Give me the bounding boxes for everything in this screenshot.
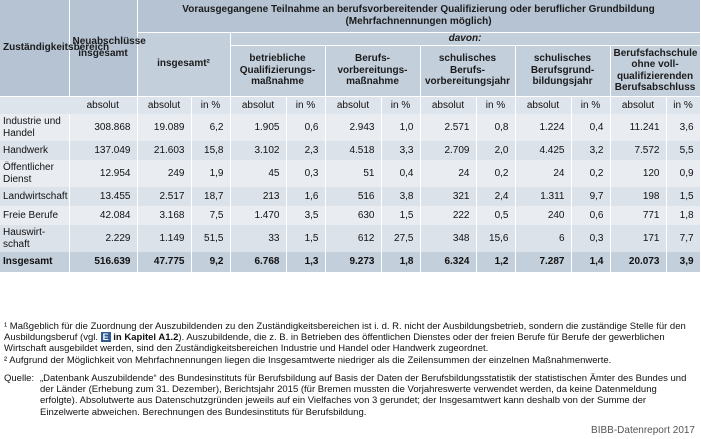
table-cell: 7.572: [610, 141, 666, 160]
table-cell: 0,9: [666, 160, 700, 187]
footnote-1-text-b: ). Auszubildende, die z. B. in Betrieben des öffentlichen Dienstes oder der freien Berufe für Berufe der gewerblichen Wirtschaft ausgebildet werden, sind den Zuständigkeitsbereichen Industrie und Handel oder Handwerk zugeordnet.: [4, 332, 665, 355]
table-cell: 0,2: [571, 160, 610, 187]
unit-pct: in %: [286, 96, 325, 114]
header-insgesamt: insgesamt²: [137, 32, 230, 96]
table-cell: 0,6: [286, 114, 325, 141]
unit-absolut: absolut: [515, 96, 571, 114]
table-cell: 24: [420, 160, 476, 187]
table-row-total: [0, 252, 700, 272]
table-cell: 12.954: [69, 160, 137, 187]
unit-row: [0, 96, 700, 114]
header-bgj: schulisches Berufsgrundbildungsjahr: [515, 45, 610, 96]
table-body: [0, 114, 700, 272]
unit-absolut: absolut: [230, 96, 286, 114]
table-cell: 20.073: [610, 252, 666, 272]
table-cell: 7.287: [515, 252, 571, 272]
table-cell: 213: [230, 187, 286, 206]
table-cell: 13.455: [69, 187, 137, 206]
row-label: Landwirtschaft: [0, 187, 69, 206]
explanation-badge[interactable]: E: [102, 332, 109, 343]
header-bfs: Berufsfachschule ohne vollqualifizierenden Berufsabschluss: [610, 45, 700, 96]
table-cell: 516.639: [69, 252, 137, 272]
table-cell: 1,5: [381, 206, 420, 225]
table-cell: 45: [230, 160, 286, 187]
table-cell: 1,6: [286, 187, 325, 206]
table-cell: 7,5: [191, 206, 230, 225]
table-cell: 18,7: [191, 187, 230, 206]
table-cell: 1,8: [666, 206, 700, 225]
row-label: Freie Berufe: [0, 206, 69, 225]
table-cell: 4.518: [325, 141, 381, 160]
table-row: [0, 160, 700, 187]
table-cell: 51,5: [191, 225, 230, 252]
row-label: Hauswirtschaft: [0, 225, 69, 252]
table-cell: 1,0: [381, 114, 420, 141]
table-cell: 27,5: [381, 225, 420, 252]
row-label: Handwerk: [0, 141, 69, 160]
footnote-2: ² Aufgrund der Möglichkeit von Mehrfachnennungen liegen die Insgesamtwerte niedriger als die Zeilensummen der einzelnen Maßnahmenwerte.: [4, 355, 612, 366]
table-cell: 516: [325, 187, 381, 206]
table-cell: 42.084: [69, 206, 137, 225]
header-zustaendigkeitsbereich: Zuständigkeitsbereich: [0, 0, 69, 96]
source-label: Quelle:: [4, 373, 35, 384]
table-cell: 249: [137, 160, 191, 187]
table-cell: 0,2: [476, 160, 515, 187]
table-cell: 0,5: [476, 206, 515, 225]
table-cell: 1,9: [191, 160, 230, 187]
header-neuabschluesse: Neuabschlüsse insgesamt: [69, 0, 137, 96]
table-row: [0, 206, 700, 225]
table-cell: 3.102: [230, 141, 286, 160]
table-cell: 19.089: [137, 114, 191, 141]
table-cell: 0,3: [571, 225, 610, 252]
table-cell: 1.224: [515, 114, 571, 141]
table-cell: 21.603: [137, 141, 191, 160]
table-cell: 6.768: [230, 252, 286, 272]
table-cell: 2.571: [420, 114, 476, 141]
table-cell: 771: [610, 206, 666, 225]
table-cell: 1,3: [286, 252, 325, 272]
table-cell: 6,2: [191, 114, 230, 141]
table-cell: 2.517: [137, 187, 191, 206]
table-cell: 0,8: [476, 114, 515, 141]
table-row: [0, 225, 700, 252]
unit-absolut: absolut: [69, 96, 137, 114]
table-cell: 15,6: [476, 225, 515, 252]
table-cell: 171: [610, 225, 666, 252]
header-bvj: schulisches Berufsvorbereitungsjahr: [420, 45, 515, 96]
chapter-link[interactable]: in Kapitel A1.2: [113, 332, 179, 344]
table-cell: 0,3: [286, 160, 325, 187]
table-cell: 1.149: [137, 225, 191, 252]
table-cell: 1,4: [571, 252, 610, 272]
unit-pct: in %: [381, 96, 420, 114]
unit-pct: in %: [476, 96, 515, 114]
table-cell: 222: [420, 206, 476, 225]
table-cell: 4.425: [515, 141, 571, 160]
table-cell: 0,4: [571, 114, 610, 141]
table-cell: 11.241: [610, 114, 666, 141]
table-cell: 240: [515, 206, 571, 225]
table-cell: 2.943: [325, 114, 381, 141]
table-cell: 3,9: [666, 252, 700, 272]
table-cell: 2.709: [420, 141, 476, 160]
table-cell: 6: [515, 225, 571, 252]
table-cell: 120: [610, 160, 666, 187]
source-text: „Datenbank Auszubildende“ des Bundesinstituts für Berufsbildung auf Basis der Daten der Berufsbildungsstatistik der statistischen Ämter des Bundes und der Länder (Erhebung zum 31. Dezember), Berichtsjahr 2015 (für Bremen mussten die Vorjahreswerte verwendet werden, da keine Datenmeldung erfolgte). Absolutwerte aus Datenschutzgründen jeweils auf ein Vielfaches von 3 gerundet; der Insgesamtwert kann deshalb von der Summe der Einzelwerte abweichen. Berechnungen des Bundesinstituts für Berufsbildung.: [40, 373, 687, 418]
table-cell: 1,2: [476, 252, 515, 272]
header-davon: davon:: [230, 32, 700, 45]
table-cell: 24: [515, 160, 571, 187]
table-cell: 6.324: [420, 252, 476, 272]
unit-pct: in %: [191, 96, 230, 114]
table-cell: 1.905: [230, 114, 286, 141]
table-cell: 9.273: [325, 252, 381, 272]
table-cell: 1,5: [666, 187, 700, 206]
header-bvm: Berufsvorbereitungsmaßnahme: [325, 45, 420, 96]
table-cell: 0,6: [571, 206, 610, 225]
table-cell: 137.049: [69, 141, 137, 160]
credit: BIBB-Datenreport 2017: [591, 425, 695, 436]
table-cell: 1,8: [381, 252, 420, 272]
source-note: [4, 373, 696, 418]
footnote-1-text-a: ¹ Maßgeblich für die Zuordnung der Auszubildenden zu den Zuständigkeitsbereichen ist i. d. R. nicht der Ausbildungsbetrieb, sondern die zuständige Stelle für den Ausbildungsberuf (vgl.: [4, 321, 686, 344]
table-cell: 612: [325, 225, 381, 252]
table-cell: 2.229: [69, 225, 137, 252]
table-cell: 5,5: [666, 141, 700, 160]
table-row: [0, 114, 700, 141]
table-cell: 1,5: [286, 225, 325, 252]
table-cell: 3,2: [571, 141, 610, 160]
header-group-title: Vorausgegangene Teilnahme an berufsvorbereitender Qualifizierung oder beruflicher Grundbildung (Mehrfachnennungen möglich): [137, 0, 700, 32]
table-cell: 9,7: [571, 187, 610, 206]
row-label: Insgesamt: [0, 252, 69, 272]
table-cell: 33: [230, 225, 286, 252]
unit-pct: in %: [666, 96, 700, 114]
table-cell: 0,4: [381, 160, 420, 187]
table-cell: 1.470: [230, 206, 286, 225]
unit-absolut: absolut: [420, 96, 476, 114]
table-cell: 198: [610, 187, 666, 206]
unit-absolut: absolut: [325, 96, 381, 114]
table-cell: 3.168: [137, 206, 191, 225]
unit-absolut: absolut: [610, 96, 666, 114]
unit-pct: in %: [571, 96, 610, 114]
table-cell: 2,4: [476, 187, 515, 206]
table-row: [0, 187, 700, 206]
table-cell: 348: [420, 225, 476, 252]
table-cell: 2,3: [286, 141, 325, 160]
table-cell: 3,6: [666, 114, 700, 141]
table-cell: 2,0: [476, 141, 515, 160]
row-label: Öffentlicher Dienst: [0, 160, 69, 187]
table-cell: 15,8: [191, 141, 230, 160]
footnote-1: [4, 321, 696, 355]
table-row: [0, 141, 700, 160]
table-cell: 9,2: [191, 252, 230, 272]
table-cell: 3,5: [286, 206, 325, 225]
table-cell: 51: [325, 160, 381, 187]
table-cell: 308.868: [69, 114, 137, 141]
table-cell: 3,3: [381, 141, 420, 160]
table-cell: 3,8: [381, 187, 420, 206]
table-cell: 630: [325, 206, 381, 225]
table-cell: 321: [420, 187, 476, 206]
table-cell: 1.311: [515, 187, 571, 206]
header-betriebliche: betriebliche Qualifizierungsmaßnahme: [230, 45, 325, 96]
row-label: Industrie und Handel: [0, 114, 69, 141]
unit-absolut: absolut: [137, 96, 191, 114]
table-cell: 7,7: [666, 225, 700, 252]
table-cell: 47.775: [137, 252, 191, 272]
